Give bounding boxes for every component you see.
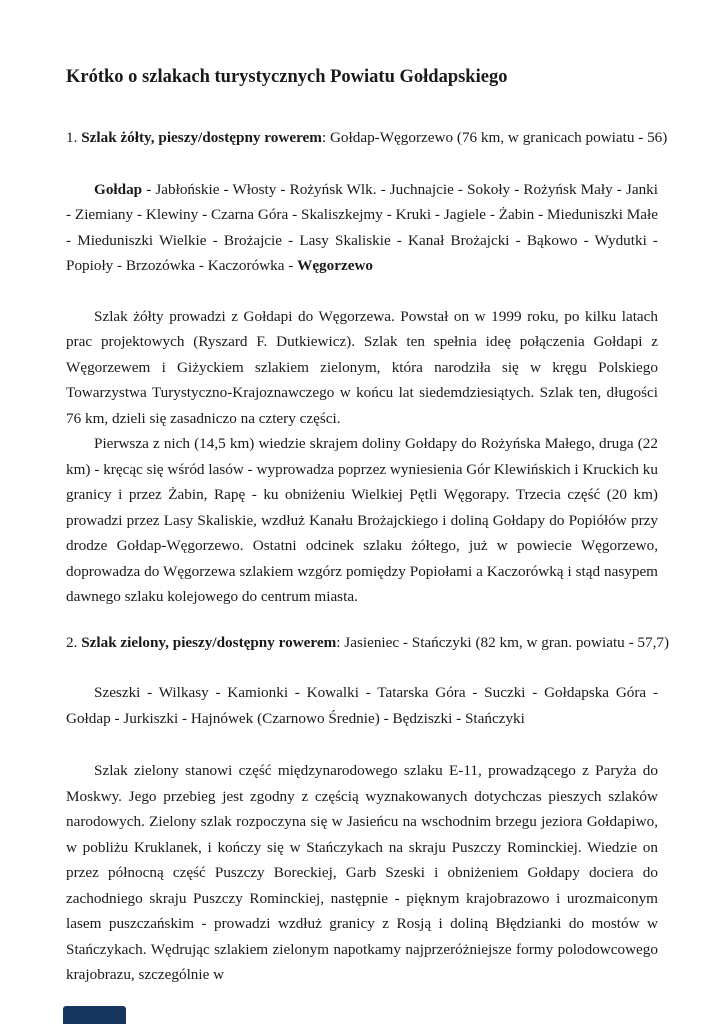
document-content	[66, 66, 670, 988]
trail-1-paragraph-2: Pierwsza z nich (14,5 km) wiedzie skrajem doliny Gołdapy do Rożyńska Małego, druga (22 km) - kręcąc się wśród lasów - wyprowadza poprzez wyniesienia Gór Klewińskich i Kruckich ku granicy i przez Żabin, Rapę - ku obniżeniu Wielkiej Pętli Węgorapy. Trzecia część (20 km) prowadzi przez Lasy Skaliskie, wzdłuż Kanału Brożajckiego i doliną Gołdapy do Popiółów przy drodze Gołdap-Węgorzewo. Ostatni odcinek szlaku żółtego, już w powiecie Węgorzewo, doprowadza do Węgorzewa szlakiem wzgórz pomiędzy Popiołami a Kaczorówką i stąd nasypem dawnego szlaku kolejowego do centrum miasta.	[66, 435, 658, 605]
trail-1-route: Gołdap - Jabłońskie - Włosty - Rożyńsk Wlk. - Juchnajcie - Sokoły - Rożyńsk Mały - Janki - Ziemiany - Klewiny - Czarna Góra - Skaliszkejmy - Kruki - Jagiele - Żabin - Mieduniszki Małe - Mieduniszki Wielkie - Brożajcie - Lasy Skaliskie - Kanał Brożajcki - Bąkowo - Wydutki - Popioły - Brzozówka - Kaczorówka - Węgorzewo	[66, 180, 658, 274]
page-bottom-navy-marker	[63, 1006, 126, 1024]
trail-1-paragraph-1: Szlak żółty prowadzi z Gołdapi do Węgorzewa. Powstał on w 1999 roku, po kilku latach prac projektowych (Ryszard F. Dutkiewicz). Szlak ten spełnia ideę połączenia Gołdapi z Węgorzewem i Giżyckiem szlakiem zielonym, która narodziła się w kręgu Polskiego Towarzystwa Turystyczno-Krajoznawczego w końcu lat siedemdziesiątych. Szlak ten, długości 76 km, dzieli się zasadniczo na cztery części.	[66, 307, 658, 427]
document-title: Krótko o szlakach turystycznych Powiatu Gołdapskiego	[66, 67, 508, 87]
trail-2-route: Szeszki - Wilkasy - Kamionki - Kowalki - Tatarska Góra - Suczki - Gołdapska Góra - Gołdap - Jurkiszki - Hajnówek (Czarnowo Średnie) - Będziszki - Stańczyki	[66, 684, 658, 727]
trail-1-heading: 1. Szlak żółty, pieszy/dostępny rowerem: Gołdap-Węgorzewo (76 km, w granicach powiatu - 56)	[66, 129, 668, 146]
trail-2-heading: 2. Szlak zielony, pieszy/dostępny rowerem: Jasieniec - Stańczyki (82 km, w gran. powiatu - 57,7)	[66, 633, 670, 651]
trail-2-paragraph-1: Szlak zielony stanowi część międzynarodowego szlaku E-11, prowadzącego z Paryża do Moskwy. Jego przebieg jest zgodny z częścią wyznakowanych dotychczas pieszych szlaków narodowych. Zielony szlak rozpoczyna się w Jasieńcu na wschodnim brzegu jeziora Gołdapiwo, w pobliżu Kruklanek, i kończy się w Stańczykach na skraju Puszczy Rominckiej. Wiedzie on przez północną część Puszczy Boreckiej, Garb Szeski i obniżeniem Gołdapy dociera do zachodniego skraju Puszczy Rominckiej, następnie - pięknym krajobrazowo i urozmaiconym lasem puszczańskim - prowadzi wzdłuż granicy z Rosją i doliną Błędzianki do mostów w Stańczykach. Wędrując szlakiem zielonym napotkamy najprzeróżniejsze formy polodowcowego krajobrazu, szczególnie w	[66, 762, 658, 983]
